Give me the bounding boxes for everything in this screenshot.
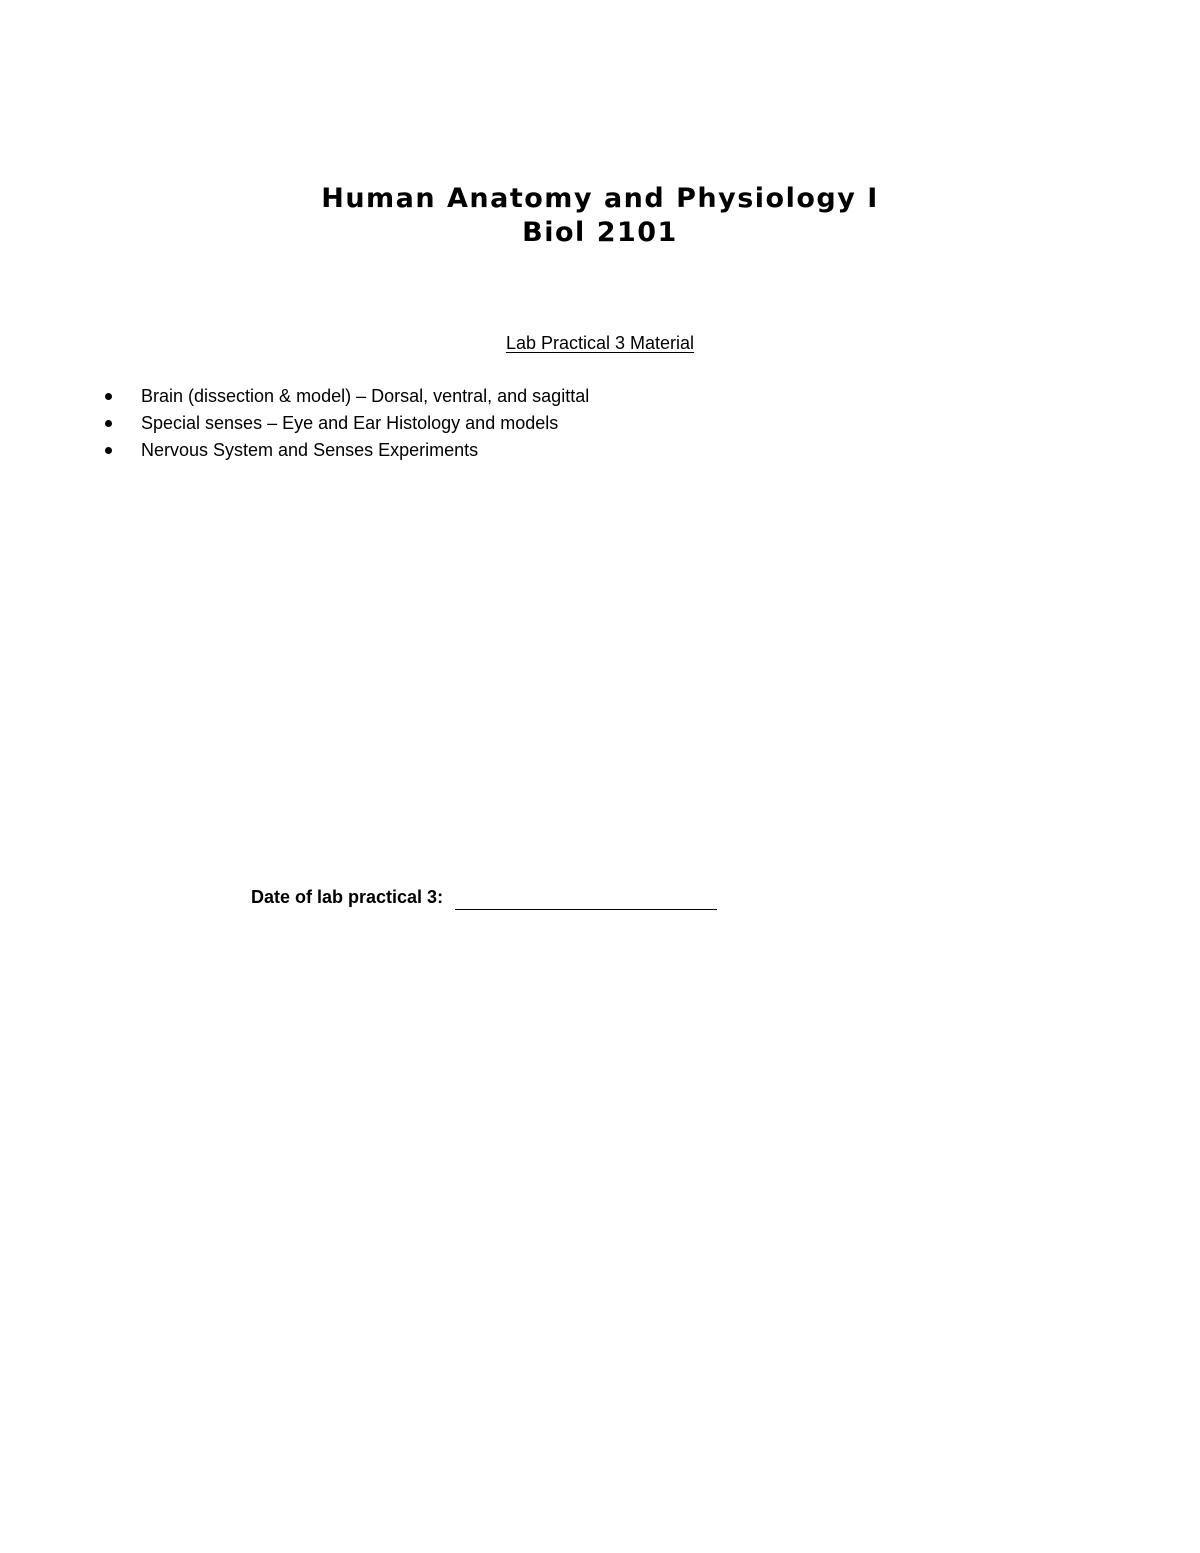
topics-list	[105, 383, 589, 464]
date-blank-line	[455, 889, 717, 910]
date-row	[251, 884, 717, 910]
bullet-icon	[105, 393, 112, 400]
list-item	[105, 383, 589, 410]
bullet-icon	[105, 420, 112, 427]
section-heading-text: Lab Practical 3 Material	[505, 333, 695, 353]
list-item	[105, 410, 589, 437]
list-item-label: Special senses – Eye and Ear Histology and models	[141, 413, 559, 433]
list-item	[105, 437, 589, 464]
date-label: Date of lab practical 3:	[251, 887, 444, 907]
list-item-label: Brain (dissection & model) – Dorsal, ventral, and sagittal	[141, 386, 590, 406]
list-item-label: Nervous System and Senses Experiments	[141, 440, 479, 460]
document-title-block	[0, 182, 1200, 250]
course-title: Human Anatomy and Physiology I	[321, 183, 879, 214]
course-code: Biol 2101	[522, 217, 678, 248]
bullet-icon	[105, 447, 112, 454]
section-heading	[0, 331, 1200, 355]
